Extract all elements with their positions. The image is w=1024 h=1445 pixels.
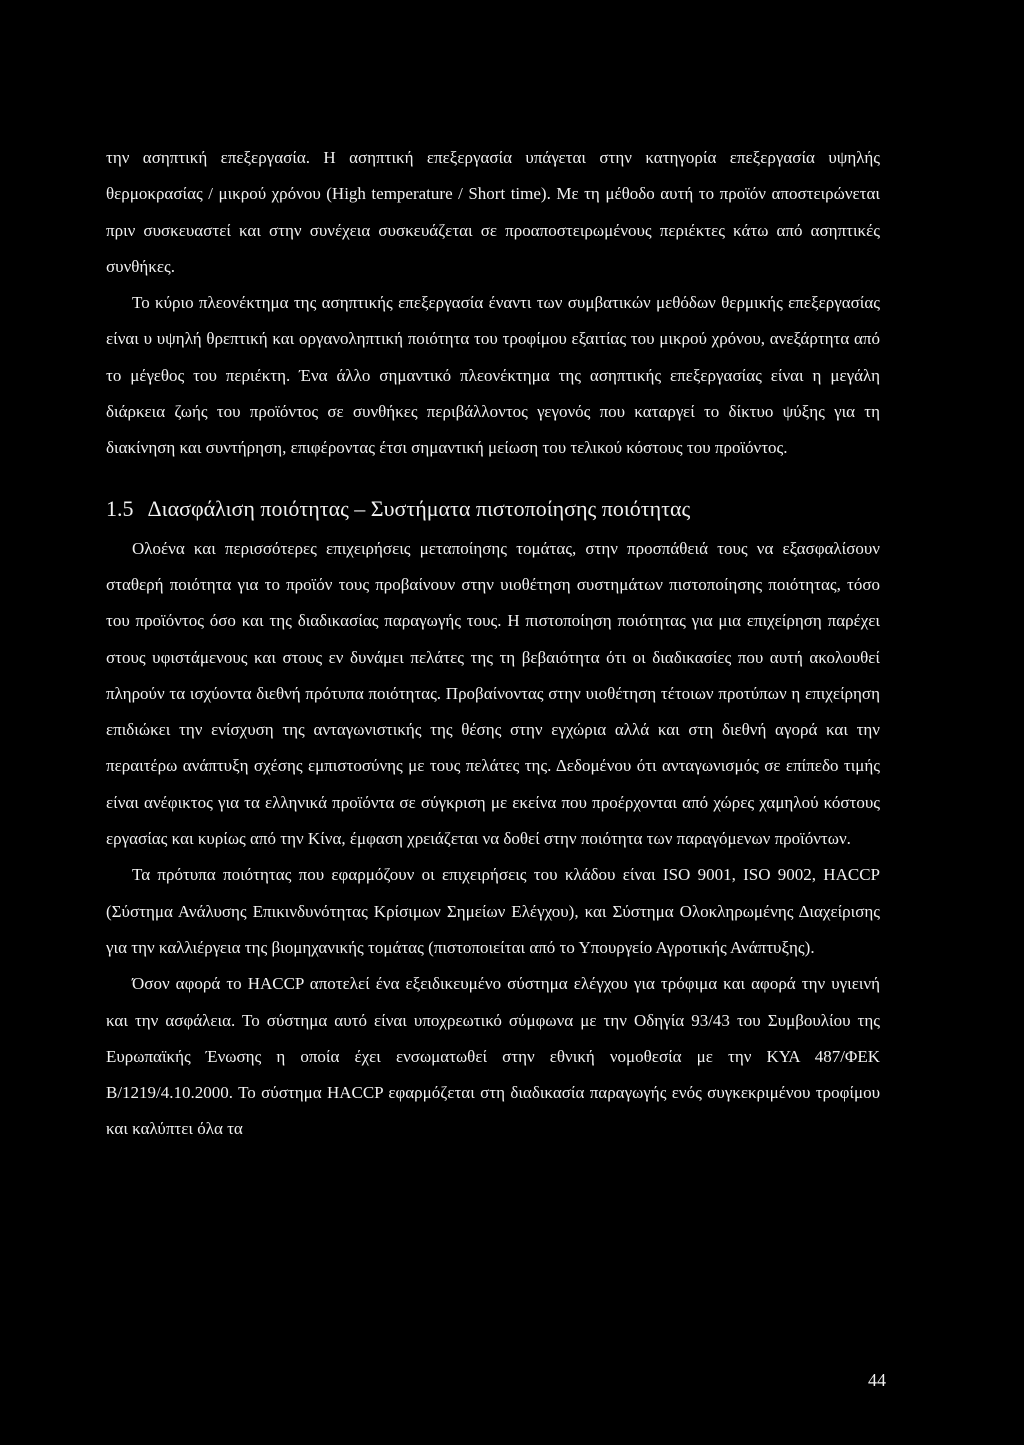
paragraph-aseptic-advantages: Το κύριο πλεονέκτημα της ασηπτικής επεξεργασία έναντι των συμβατικών μεθόδων θερμικής επεξεργασίας είναι υ υψηλή θρεπτική και οργανοληπτική ποιότητα του τροφίμου εξαιτίας του μικρού χρόνου, ανεξάρτητα από το μέγεθος του περιέκτη. Ένα άλλο σημαντικό πλεονέκτημα της ασηπτικής επεξεργασίας είναι η μεγάλη διάρκεια ζωής του προϊόντος σε συνθήκες περιβάλλοντος γεγονός που καταργεί το δίκτυο ψύξης για τη διακίνηση και συντήρηση, επιφέροντας έτσι σημαντική μείωση του τελικού κόστους του προϊόντος. (106, 293, 880, 458)
paragraph-quality-assurance: Ολοένα και περισσότερες επιχειρήσεις μεταποίησης τομάτας, στην προσπάθειά τους να εξασφαλίσουν σταθερή ποιότητα για το προϊόν τους προβαίνουν στην υιοθέτηση συστημάτων πιστοποίησης ποιότητας, τόσο του προϊόντος όσο και της διαδικασίας παραγωγής τους. Η πιστοποίηση ποιότητας για μια επιχείρηση παρέχει στους υφιστάμενους και στους εν δυνάμει πελάτες της τη βεβαιότητα ότι οι διαδικασίες που αυτή ακολουθεί πληρούν τα ισχύοντα διεθνή πρότυπα ποιότητας. Προβαίνοντας στην υιοθέτηση τέτοιων προτύπων η επιχείρηση επιδιώκει την ενίσχυση της ανταγωνιστικής της θέσης στην εγχώρια αλλά και στη διεθνή αγορά και την περαιτέρω ανάπτυξη σχέσης εμπιστοσύνης με τους πελάτες της. Δεδομένου ότι ανταγωνισμός σε επίπεδο τιμής είναι ανέφικτος για τα ελληνικά προϊόντα σε σύγκριση με εκείνα που προέρχονται από χώρες χαμηλού κόστους εργασίας και κυρίως από την Κίνα, έμφαση χρειάζεται να δοθεί στην ποιότητα των παραγόμενων προϊόντων. (106, 538, 880, 849)
section-title: Διασφάλιση ποιότητας – Συστήματα πιστοποίησης ποιότητας (147, 495, 691, 521)
page-body (106, 140, 880, 1148)
paragraph-quality-standards: Τα πρότυπα ποιότητας που εφαρμόζουν οι επιχειρήσεις του κλάδου είναι ISO 9001, ISO 9002, HACCP (Σύστημα Ανάλυσης Επικινδυνότητας Κρίσιμων Σημείων Ελέγχου), και Σύστημα Ολοκληρωμένης Διαχείρισης για την καλλιέργεια της βιομηχανικής τομάτας (πιστοποιείται από το Υπουργείο Αγροτικής Ανάπτυξης). (106, 865, 880, 957)
section-number: 1.5 (106, 495, 134, 521)
section-heading (106, 491, 880, 527)
page-number: 44 (868, 1370, 886, 1390)
paragraph-aseptic-processing: την ασηπτική επεξεργασία. Η ασηπτική επεξεργασία υπάγεται στην κατηγορία επεξεργασία υψηλής θερμοκρασίας / μικρού χρόνου (High temperature / Short time). Με τη μέθοδο αυτή το προϊόν αποστειρώνεται πριν συσκευαστεί και στην συνέχεια συσκευάζεται σε προαποστειρωμένους περιέκτες κάτω από ασηπτικές συνθήκες. (106, 148, 880, 276)
paragraph-haccp: Όσον αφορά το HACCP αποτελεί ένα εξειδικευμένο σύστημα ελέγχου για τρόφιμα και αφορά την υγιεινή και την ασφάλεια. Το σύστημα αυτό είναι υποχρεωτικό σύμφωνα με την Οδηγία 93/43 του Συμβουλίου της Ευρωπαϊκής Ένωσης η οποία έχει ενσωματωθεί στην εθνική νομοθεσία με την ΚΥΑ 487/ΦΕΚ Β/1219/4.10.2000. Το σύστημα HACCP εφαρμόζεται στη διαδικασία παραγωγής ενός συγκεκριμένου τροφίμου και καλύπτει όλα τα (106, 974, 880, 1139)
